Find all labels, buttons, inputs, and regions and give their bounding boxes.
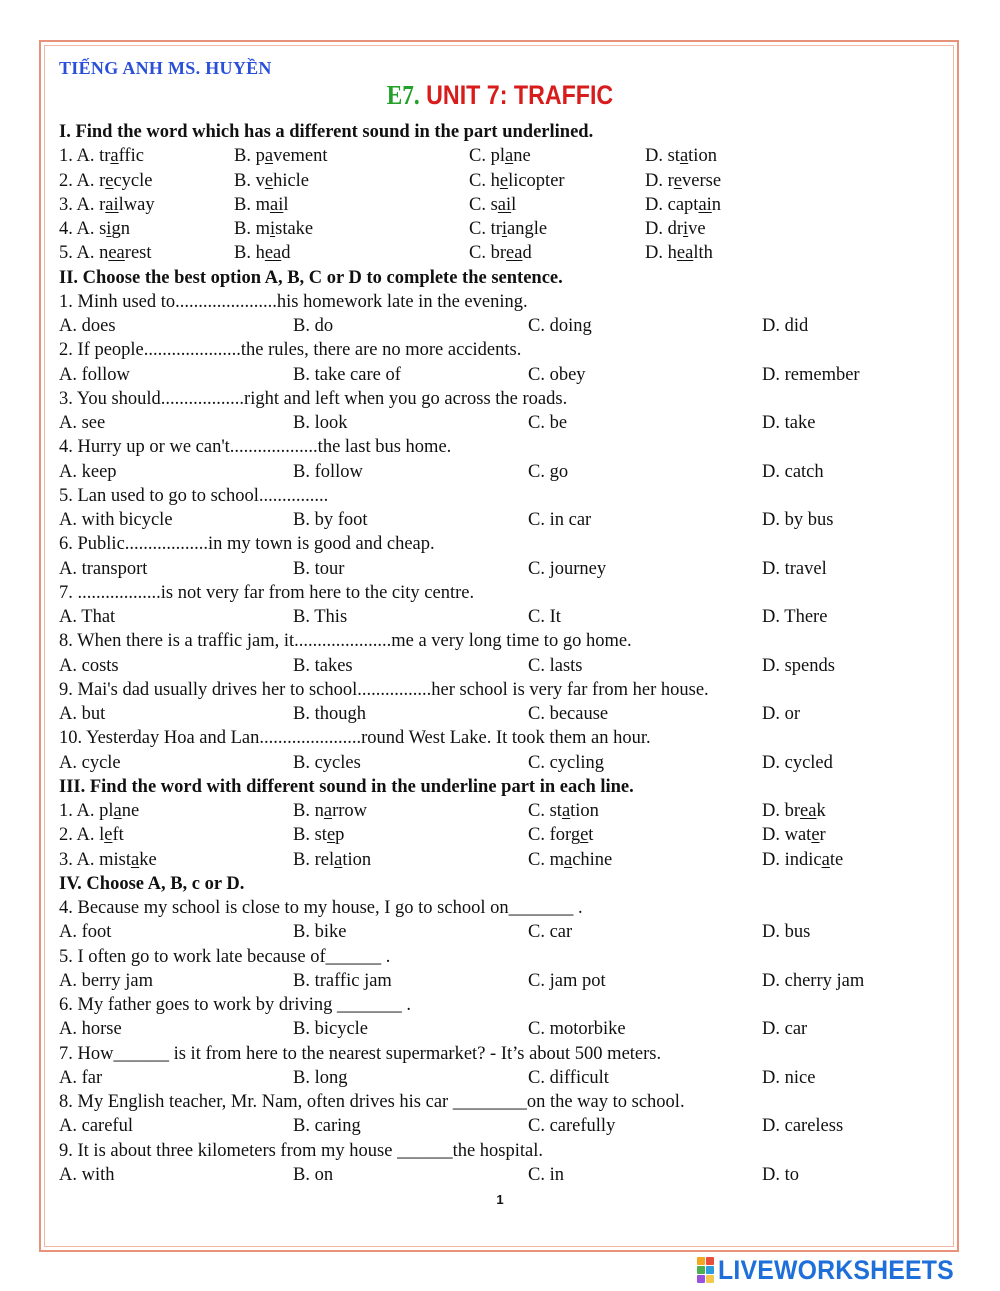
answer-option[interactable]: A. does bbox=[59, 316, 116, 336]
answer-option[interactable]: A. careful bbox=[59, 1116, 133, 1137]
answer-option[interactable]: D. bus bbox=[762, 922, 811, 943]
section-4-questions bbox=[59, 896, 959, 1187]
answer-option[interactable]: B. take care of bbox=[293, 364, 401, 385]
underlined-part: a bbox=[563, 849, 573, 870]
answer-option[interactable]: A. That bbox=[59, 607, 116, 627]
question-text: 4. Hurry up or we can't...................the last bus home. bbox=[59, 437, 452, 458]
answer-option[interactable]: C. It bbox=[528, 607, 561, 627]
answer-option[interactable]: B. bicycle bbox=[293, 1019, 369, 1040]
option-row bbox=[59, 654, 959, 678]
option-row bbox=[59, 799, 959, 823]
option-text: lth bbox=[693, 243, 713, 264]
answer-option[interactable]: A. costs bbox=[59, 655, 119, 676]
option-text: 1. A. pl bbox=[59, 801, 114, 821]
answer-option[interactable]: C. cycling bbox=[528, 752, 605, 773]
option-text: cycle bbox=[113, 170, 153, 191]
option-row bbox=[59, 969, 959, 993]
answer-option[interactable]: C. go bbox=[528, 461, 569, 482]
option-text: 1. A. tr bbox=[59, 146, 111, 167]
option-text: D. dr bbox=[645, 219, 684, 239]
option-text: C. s bbox=[469, 194, 498, 215]
underlined-part: e bbox=[580, 825, 589, 846]
answer-option[interactable]: D. There bbox=[762, 607, 828, 627]
underlined-part: e bbox=[811, 825, 820, 846]
option-text: 2. A. l bbox=[59, 825, 105, 846]
answer-option[interactable]: B. long bbox=[293, 1067, 348, 1088]
answer-option[interactable]: D. careless bbox=[762, 1116, 844, 1137]
option-text: B. m bbox=[234, 219, 270, 239]
liveworksheets-logo[interactable] bbox=[697, 1256, 974, 1284]
answer-option[interactable] bbox=[645, 144, 717, 168]
question-text: 9. It is about three kilometers from my house ______the hospital. bbox=[59, 1140, 543, 1161]
answer-option[interactable]: A. with bicycle bbox=[59, 510, 173, 530]
underlined-part: a bbox=[561, 801, 571, 821]
underlined-part: a bbox=[323, 801, 333, 821]
option-text: l bbox=[511, 194, 517, 215]
option-text: verse bbox=[682, 170, 722, 191]
answer-option[interactable] bbox=[762, 823, 826, 847]
option-text: n bbox=[711, 194, 722, 215]
answer-option[interactable]: A. see bbox=[59, 413, 106, 433]
answer-option[interactable] bbox=[528, 823, 593, 847]
answer-option[interactable] bbox=[59, 217, 130, 241]
option-text: 3. A. mist bbox=[59, 849, 131, 870]
underlined-part: e bbox=[104, 825, 113, 846]
answer-option[interactable]: B. traffic jam bbox=[293, 970, 392, 991]
option-text: tion bbox=[570, 801, 599, 821]
answer-option[interactable]: D. by bus bbox=[762, 510, 834, 530]
option-text: ft bbox=[112, 825, 124, 846]
option-row bbox=[59, 1163, 959, 1187]
option-text: 5. A. n bbox=[59, 243, 109, 264]
answer-option[interactable]: C. in car bbox=[528, 510, 592, 530]
question-text: 1. Minh used to......................his homework late in the evening. bbox=[59, 291, 528, 312]
answer-option[interactable]: A. cycle bbox=[59, 752, 121, 773]
option-row bbox=[59, 411, 959, 435]
option-text: C. tr bbox=[469, 219, 502, 239]
question-text: 5. I often go to work late because of______ . bbox=[59, 946, 391, 967]
option-text: tion bbox=[688, 146, 717, 167]
option-row bbox=[59, 702, 959, 726]
answer-option[interactable]: A. with bbox=[59, 1164, 115, 1185]
option-text: ve bbox=[688, 219, 706, 239]
answer-option[interactable] bbox=[293, 823, 344, 847]
answer-option[interactable]: A. but bbox=[59, 704, 106, 724]
underlined-part: e bbox=[326, 825, 336, 846]
option-row bbox=[59, 314, 959, 338]
answer-option[interactable] bbox=[234, 193, 288, 217]
answer-option[interactable]: A. horse bbox=[59, 1019, 122, 1040]
answer-option[interactable] bbox=[645, 193, 721, 217]
option-row bbox=[59, 460, 959, 484]
option-text: C. br bbox=[469, 243, 506, 264]
option-row bbox=[59, 363, 959, 387]
logo-block bbox=[706, 1266, 714, 1274]
answer-option[interactable]: A. foot bbox=[59, 922, 112, 943]
option-text: B. n bbox=[293, 801, 324, 821]
answer-option[interactable] bbox=[469, 169, 565, 193]
answer-option[interactable]: D. cherry jam bbox=[762, 970, 865, 991]
underlined-part: ea bbox=[264, 243, 282, 264]
underlined-part: ai bbox=[105, 194, 119, 215]
option-text: gn bbox=[111, 219, 130, 239]
answer-option[interactable]: C. in bbox=[528, 1164, 564, 1185]
answer-option[interactable]: D. or bbox=[762, 704, 801, 724]
answer-option[interactable] bbox=[762, 799, 826, 823]
option-text: stake bbox=[275, 219, 314, 239]
answer-option[interactable]: B. cycles bbox=[293, 752, 361, 773]
answer-option[interactable]: C. doing bbox=[528, 316, 592, 336]
option-text: C. pl bbox=[469, 146, 505, 167]
answer-option[interactable]: A. transport bbox=[59, 558, 148, 579]
underlined-part: i bbox=[683, 219, 689, 239]
option-text: D. wat bbox=[762, 825, 812, 846]
question-text: 8. My English teacher, Mr. Nam, often drives his car ________on the way to school. bbox=[59, 1092, 685, 1112]
question-text: 7. How______ is it from here to the nearest supermarket? - It’s about 500 meters. bbox=[59, 1043, 662, 1064]
option-text: d bbox=[522, 243, 532, 264]
logo-block bbox=[697, 1257, 705, 1265]
question-text: 7. ..................is not very far from here to the city centre. bbox=[59, 582, 475, 603]
answer-option[interactable]: B. do bbox=[293, 316, 334, 336]
option-row bbox=[59, 605, 959, 629]
underlined-part: a bbox=[130, 849, 140, 870]
section-1-items bbox=[59, 144, 959, 265]
section-3-items bbox=[59, 799, 959, 872]
answer-option[interactable]: D. spends bbox=[762, 655, 835, 676]
answer-option[interactable]: B. follow bbox=[293, 461, 363, 482]
answer-option[interactable] bbox=[234, 241, 291, 265]
logo-text: LIVEWORKSHEETS bbox=[718, 1254, 954, 1285]
section-3-heading: III. Find the word with different sound in the underline part in each line. bbox=[59, 776, 634, 797]
option-row bbox=[59, 848, 959, 872]
underlined-part: e bbox=[105, 170, 114, 191]
answer-option[interactable]: D. car bbox=[762, 1019, 808, 1040]
answer-option[interactable]: A. follow bbox=[59, 364, 130, 385]
underlined-part: e bbox=[264, 170, 274, 191]
answer-option[interactable] bbox=[469, 241, 532, 265]
underlined-part: a bbox=[821, 849, 830, 870]
answer-option[interactable]: A. keep bbox=[59, 461, 117, 482]
answer-option[interactable] bbox=[645, 217, 706, 241]
option-text: vement bbox=[273, 146, 328, 167]
answer-option[interactable]: C. motorbike bbox=[528, 1019, 626, 1040]
answer-option[interactable]: B. takes bbox=[293, 655, 353, 676]
underlined-part: ea bbox=[676, 243, 694, 264]
answer-option[interactable]: B. on bbox=[293, 1164, 334, 1185]
answer-option[interactable]: B. caring bbox=[293, 1116, 361, 1137]
question-text: 6. Public..................in my town is good and cheap. bbox=[59, 534, 435, 555]
answer-option[interactable] bbox=[59, 169, 153, 193]
answer-option[interactable]: D. remember bbox=[762, 364, 860, 385]
answer-option[interactable]: C. carefully bbox=[528, 1116, 616, 1137]
underlined-part: ai bbox=[497, 194, 512, 215]
underlined-part: i bbox=[269, 219, 276, 239]
option-text: B. m bbox=[234, 194, 270, 215]
question-text: 8. When there is a traffic jam, it.....................me a very long time to go home. bbox=[59, 631, 632, 652]
answer-option[interactable] bbox=[645, 241, 713, 265]
option-text: rrow bbox=[332, 801, 367, 821]
worksheet-content bbox=[59, 120, 959, 1187]
answer-option[interactable] bbox=[528, 799, 599, 823]
option-text: rest bbox=[124, 243, 152, 264]
answer-option[interactable]: B. bike bbox=[293, 922, 347, 943]
answer-option[interactable] bbox=[234, 144, 328, 168]
underlined-part: ea bbox=[506, 243, 523, 264]
option-text: D. capt bbox=[645, 194, 699, 215]
answer-option[interactable]: B. by foot bbox=[293, 510, 368, 530]
answer-option[interactable] bbox=[59, 823, 124, 847]
question-text: 6. My father goes to work by driving _______ . bbox=[59, 995, 411, 1015]
answer-option[interactable] bbox=[293, 848, 371, 872]
answer-option[interactable]: C. jam pot bbox=[528, 970, 606, 991]
option-text: lway bbox=[118, 194, 155, 215]
option-text: D. r bbox=[645, 170, 674, 191]
answer-option[interactable]: B. tour bbox=[293, 558, 345, 579]
underlined-part: a bbox=[334, 849, 343, 870]
option-text: r bbox=[819, 825, 826, 846]
question-text: 4. Because my school is close to my house, I go to school on_______ . bbox=[59, 898, 583, 918]
option-row bbox=[59, 144, 959, 168]
option-text: hicle bbox=[273, 170, 310, 191]
answer-option[interactable] bbox=[59, 799, 139, 823]
option-text: C. m bbox=[528, 849, 564, 870]
answer-option[interactable] bbox=[469, 144, 531, 168]
title-code: E7. bbox=[386, 80, 420, 110]
option-text: 4. A. s bbox=[59, 219, 107, 239]
answer-option[interactable] bbox=[59, 241, 152, 265]
underlined-part: a bbox=[504, 146, 514, 167]
page-number: 1 bbox=[496, 1192, 504, 1207]
section-1-heading: I. Find the word which has a different sound in the part underlined. bbox=[59, 122, 594, 142]
underlined-part: e bbox=[673, 170, 682, 191]
answer-option[interactable] bbox=[469, 193, 516, 217]
option-text: ne bbox=[121, 801, 140, 821]
section-2-heading: II. Choose the best option A, B, C or D to complete the sentence. bbox=[59, 267, 563, 288]
option-row bbox=[59, 193, 959, 217]
question-text: 3. You should..................right and left when you go across the roads. bbox=[59, 388, 568, 409]
answer-option[interactable]: C. journey bbox=[528, 558, 607, 579]
underlined-part: a bbox=[264, 146, 274, 167]
option-row bbox=[59, 557, 959, 581]
answer-option[interactable] bbox=[762, 848, 843, 872]
logo-block bbox=[697, 1275, 705, 1283]
option-row bbox=[59, 1017, 959, 1041]
question-text: 10. Yesterday Hoa and Lan......................round West Lake. It took them an hour. bbox=[59, 728, 651, 749]
underlined-part: a bbox=[679, 146, 689, 167]
underlined-part: ea bbox=[800, 801, 817, 821]
answer-option[interactable] bbox=[234, 169, 309, 193]
answer-option[interactable]: B. look bbox=[293, 413, 348, 433]
option-text: B. h bbox=[234, 243, 265, 264]
underlined-part: e bbox=[499, 170, 509, 191]
answer-option[interactable]: D. to bbox=[762, 1164, 799, 1185]
answer-option[interactable]: D. take bbox=[762, 413, 816, 433]
answer-option[interactable] bbox=[469, 217, 547, 241]
logo-blocks-icon bbox=[697, 1257, 714, 1283]
option-text: D. st bbox=[645, 146, 680, 167]
option-text: ffic bbox=[118, 146, 144, 167]
answer-option[interactable] bbox=[59, 144, 144, 168]
option-text: C. h bbox=[469, 170, 500, 191]
underlined-part: ai bbox=[698, 194, 712, 215]
answer-option[interactable]: A. far bbox=[59, 1067, 103, 1088]
answer-option[interactable] bbox=[645, 169, 721, 193]
underlined-part: i bbox=[501, 219, 508, 239]
option-row bbox=[59, 1066, 959, 1090]
option-row bbox=[59, 1114, 959, 1138]
answer-option[interactable]: B. though bbox=[293, 704, 366, 724]
answer-option[interactable] bbox=[59, 193, 155, 217]
section-2-questions bbox=[59, 290, 959, 775]
answer-option[interactable]: C. obey bbox=[528, 364, 586, 385]
question-text: 2. If people.....................the rules, there are no more accidents. bbox=[59, 340, 522, 361]
option-text: D. h bbox=[645, 243, 677, 264]
answer-option[interactable] bbox=[293, 799, 367, 823]
option-row bbox=[59, 508, 959, 532]
option-text: licopter bbox=[508, 170, 565, 191]
option-text: D. br bbox=[762, 801, 801, 821]
title-unit: UNIT 7: TRAFFIC bbox=[426, 80, 614, 110]
answer-option[interactable]: D. catch bbox=[762, 461, 824, 482]
answer-option[interactable]: C. car bbox=[528, 922, 573, 943]
option-text: chine bbox=[572, 849, 613, 870]
section-4-heading: IV. Choose A, B, c or D. bbox=[59, 873, 245, 894]
option-text: 2. A. r bbox=[59, 170, 106, 191]
option-text: k bbox=[816, 801, 826, 821]
logo-block bbox=[706, 1275, 714, 1283]
logo-block bbox=[697, 1266, 705, 1274]
option-row bbox=[59, 241, 959, 265]
answer-option[interactable]: D. cycled bbox=[762, 752, 833, 773]
underlined-part: ea bbox=[108, 243, 125, 264]
option-text: te bbox=[829, 849, 844, 870]
answer-option[interactable]: D. did bbox=[762, 316, 809, 336]
answer-option[interactable]: A. berry jam bbox=[59, 970, 154, 991]
answer-option[interactable]: C. lasts bbox=[528, 655, 583, 676]
option-text: ne bbox=[513, 146, 531, 167]
option-text: angle bbox=[507, 219, 548, 239]
brand-name: TIẾNG ANH MS. HUYỀN bbox=[59, 58, 272, 78]
answer-option[interactable] bbox=[59, 848, 157, 872]
option-text: C. forg bbox=[528, 825, 581, 846]
option-text: B. st bbox=[293, 825, 327, 846]
answer-option[interactable]: C. because bbox=[528, 704, 609, 724]
question-text: 9. Mai's dad usually drives her to school................her school is very far from her house. bbox=[59, 679, 709, 700]
answer-option[interactable]: C. difficult bbox=[528, 1067, 609, 1088]
underlined-part: a bbox=[113, 801, 122, 821]
option-row bbox=[59, 823, 959, 847]
option-text: 3. A. r bbox=[59, 194, 106, 215]
option-text: C. st bbox=[528, 801, 562, 821]
answer-option[interactable]: D. nice bbox=[762, 1067, 816, 1088]
question-text: 5. Lan used to go to school............... bbox=[59, 485, 329, 506]
logo-block bbox=[706, 1257, 714, 1265]
option-text: d bbox=[281, 243, 291, 264]
underlined-part: ai bbox=[269, 194, 284, 215]
option-text: B. p bbox=[234, 146, 265, 167]
option-text: t bbox=[588, 825, 594, 846]
underlined-part: a bbox=[110, 146, 119, 167]
option-text: l bbox=[283, 194, 289, 215]
option-text: ke bbox=[139, 849, 157, 870]
option-text: B. v bbox=[234, 170, 265, 191]
option-row bbox=[59, 920, 959, 944]
underlined-part: i bbox=[106, 219, 112, 239]
option-row bbox=[59, 217, 959, 241]
answer-option[interactable]: D. travel bbox=[762, 558, 827, 579]
answer-option[interactable] bbox=[234, 217, 313, 241]
option-text: tion bbox=[342, 849, 372, 870]
option-text: p bbox=[335, 825, 345, 846]
answer-option[interactable]: B. This bbox=[293, 607, 348, 627]
page-title bbox=[70, 80, 930, 111]
option-row bbox=[59, 751, 959, 775]
option-text: D. indic bbox=[762, 849, 822, 870]
answer-option[interactable]: C. be bbox=[528, 413, 568, 433]
option-text: B. rel bbox=[293, 849, 335, 870]
answer-option[interactable] bbox=[528, 848, 612, 872]
option-row bbox=[59, 169, 959, 193]
